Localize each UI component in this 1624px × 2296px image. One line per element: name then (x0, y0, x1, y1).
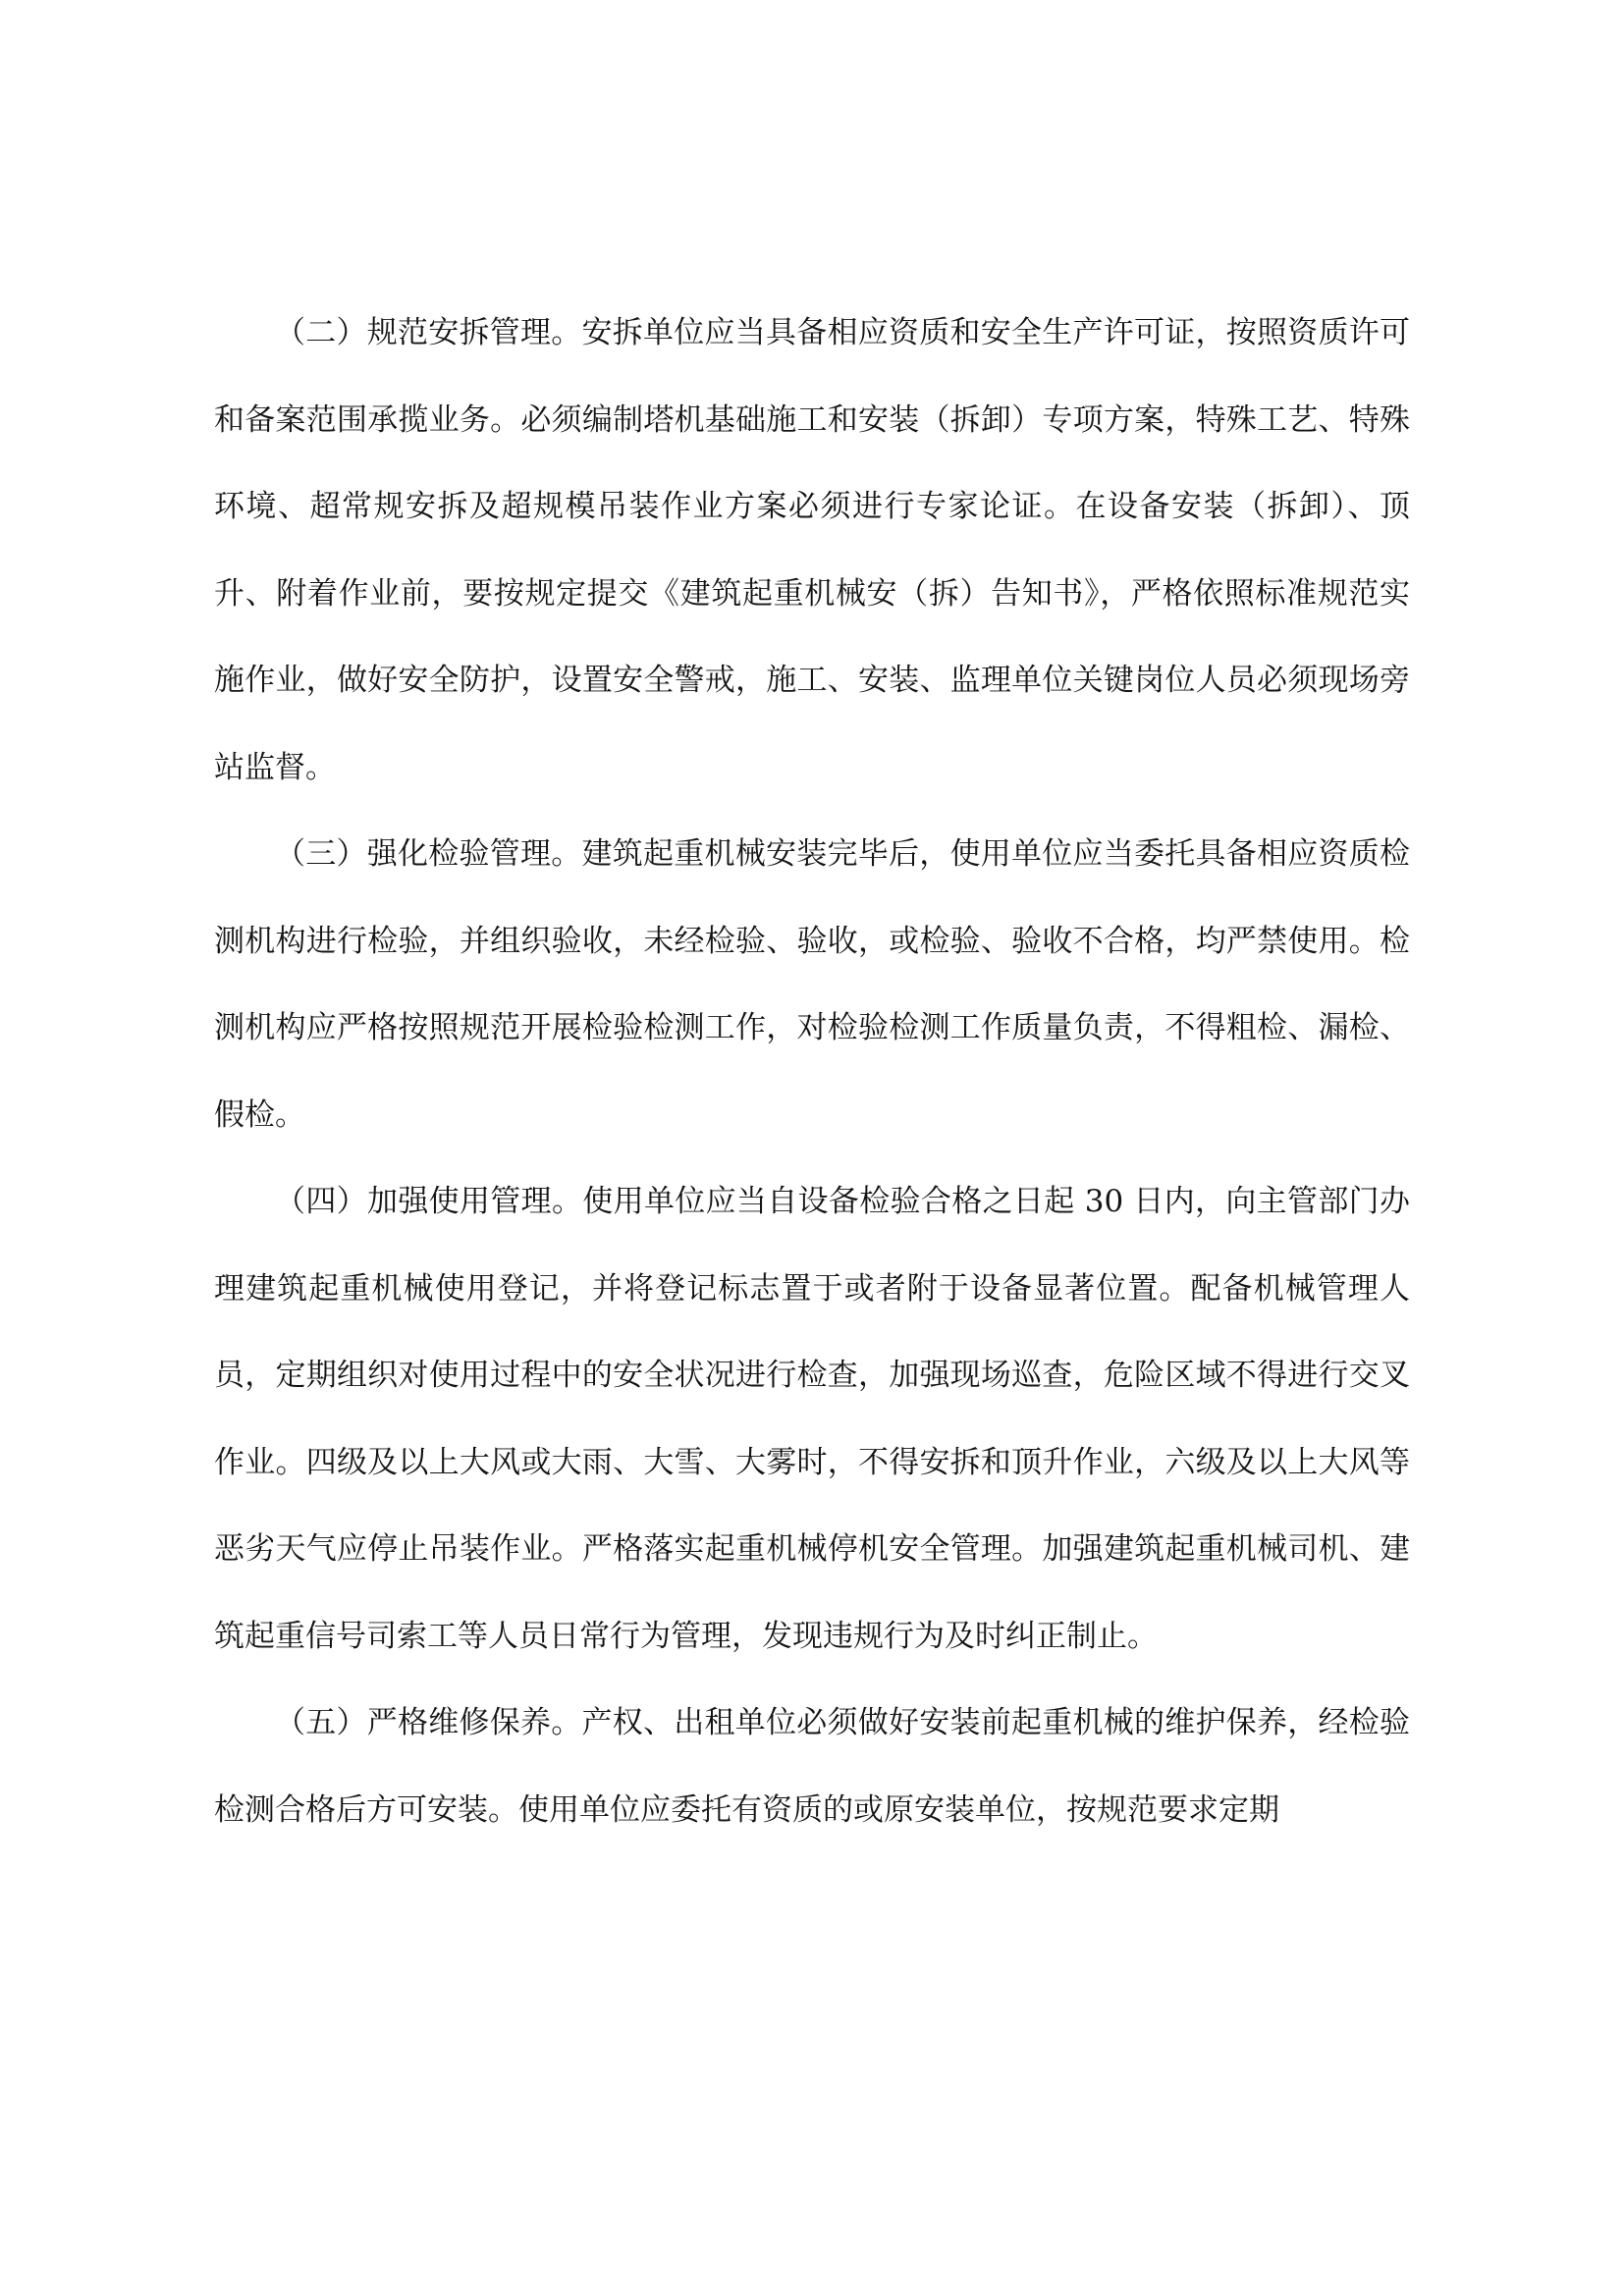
document-body (214, 290, 1410, 1853)
paragraph-inspection-management: （三）强化检验管理。建筑起重机械安装完毕后，使用单位应当委托具备相应资质检测机构进行检验，并组织验收，未经检验、验收，或检验、验收不合格，均严禁使用。检测机构应严格按照规范开展检验检测工作，对检验检测工作质量负责，不得粗检、漏检、假检。 (214, 836, 1410, 1133)
paragraph-usage-management: （四）加强使用管理。使用单位应当自设备检验合格之日起 30 日内，向主管部门办理建筑起重机械使用登记，并将登记标志置于或者附于设备显著位置。配备机械管理人员，定期组织对使用过程中的安全状况进行检查，加强现场巡查，危险区域不得进行交叉作业。四级及以上大风或大雨、大雪、大雾时，不得安拆和顶升作业，六级及以上大风等恶劣天气应停止吊装作业。严格落实起重机械停机安全管理。加强建筑起重机械司机、建筑起重信号司索工等人员日常行为管理，发现违规行为及时纠正制止。 (214, 1184, 1410, 1654)
paragraph-installation-management: （二）规范安拆管理。安拆单位应当具备相应资质和安全生产许可证，按照资质许可和备案范围承揽业务。必须编制塔机基础施工和安装（拆卸）专项方案，特殊工艺、特殊环境、超常规安拆及超规模吊装作业方案必须进行专家论证。在设备安装（拆卸）、顶升、附着作业前，要按规定提交《建筑起重机械安（拆）告知书》，严格依照标准规范实施作业，做好安全防护，设置安全警戒，施工、安装、监理单位关键岗位人员必须现场旁站监督。 (214, 315, 1410, 785)
paragraph-maintenance: （五）严格维修保养。产权、出租单位必须做好安装前起重机械的维护保养，经检验检测合格后方可安装。使用单位应委托有资质的或原安装单位，按规范要求定期 (214, 1705, 1410, 1828)
